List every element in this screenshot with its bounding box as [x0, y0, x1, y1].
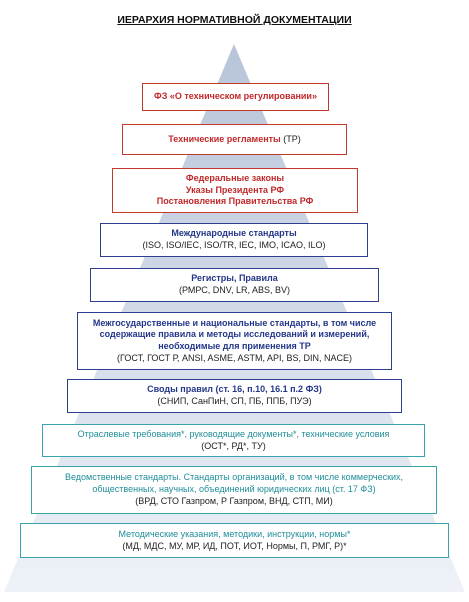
level-industry-requirements-box: [42, 424, 425, 457]
level-guidelines-box: [20, 523, 449, 558]
level-federal-law-label: ФЗ «О техническом регулировании»: [154, 91, 317, 102]
codes-of-practice-head: Своды правил (ст. 16, п.10, 16.1 п.2 ФЗ): [147, 384, 322, 395]
international-standards-sub: (ISO, ISO/IEC, ISO/TR, IEC, IMO, ICAO, ILO): [142, 240, 326, 250]
departmental-standards-line-2: общественных, научных, объединений юридических лиц (ст. 17 ФЗ): [92, 484, 376, 495]
level-registers-box: [90, 268, 379, 302]
national-standards-line-3: необходимые для применения ТР: [158, 341, 311, 351]
federal-acts-line-2: Указы Президента РФ: [185, 184, 285, 195]
guidelines-head: Методические указания, методики, инструкции, нормы*: [118, 528, 351, 539]
level-national-standards-box: [77, 312, 392, 370]
industry-requirements-head: Отраслевые требования*, руководящие документы*, технические условия: [77, 428, 390, 439]
tech-regulations-abbr: (ТР): [280, 133, 301, 144]
level-departmental-standards-box: [31, 466, 437, 514]
level-federal-acts-box: [112, 168, 358, 213]
guidelines-sub: (МД, МДС, МУ, МР, ИД, ПОТ, ИОТ, Нормы, П, РМГ, Р)*: [122, 540, 347, 551]
level-tech-regulations-label: [168, 134, 301, 146]
page-title: ИЕРАРХИЯ НОРМАТИВНОЙ ДОКУМЕНТАЦИИ: [117, 14, 352, 26]
codes-of-practice-sub: (СНИП, СанПиН, СП, ПБ, ППБ, ПУЭ): [157, 396, 312, 406]
level-federal-law-box: [142, 83, 329, 111]
federal-acts-line-1: Федеральные законы: [185, 172, 285, 183]
national-standards-line-2: содержащие правила и методы исследований и измерений,: [99, 329, 370, 340]
registers-sub: (РМРС, DNV, LR, ABS, BV): [179, 285, 290, 295]
industry-requirements-sub: (ОСТ*, РД*, ТУ): [201, 440, 266, 451]
level-codes-of-practice-box: [67, 379, 402, 413]
federal-acts-line-3: Постановления Правительства РФ: [156, 196, 314, 207]
registers-head: Регистры, Правила: [191, 273, 278, 284]
tech-regulations-bold: Технические регламенты: [168, 133, 281, 144]
departmental-standards-line-1: Ведомственные стандарты. Стандарты организаций, в том числе коммерческих,: [64, 472, 404, 483]
international-standards-head: Международные стандарты: [171, 228, 297, 239]
level-international-standards-box: [100, 223, 368, 257]
national-standards-sub: (ГОСТ, ГОСТ Р, ANSI, ASME, ASTM, API, BS, DIN, NACE): [117, 352, 352, 363]
national-standards-line-1: Межгосударственные и национальные стандарты, в том числе: [92, 317, 377, 328]
departmental-standards-sub: (ВРД, СТО Газпром, Р Газпром, ВНД, СТП, МИ): [135, 495, 333, 506]
level-tech-regulations-box: [122, 124, 347, 155]
